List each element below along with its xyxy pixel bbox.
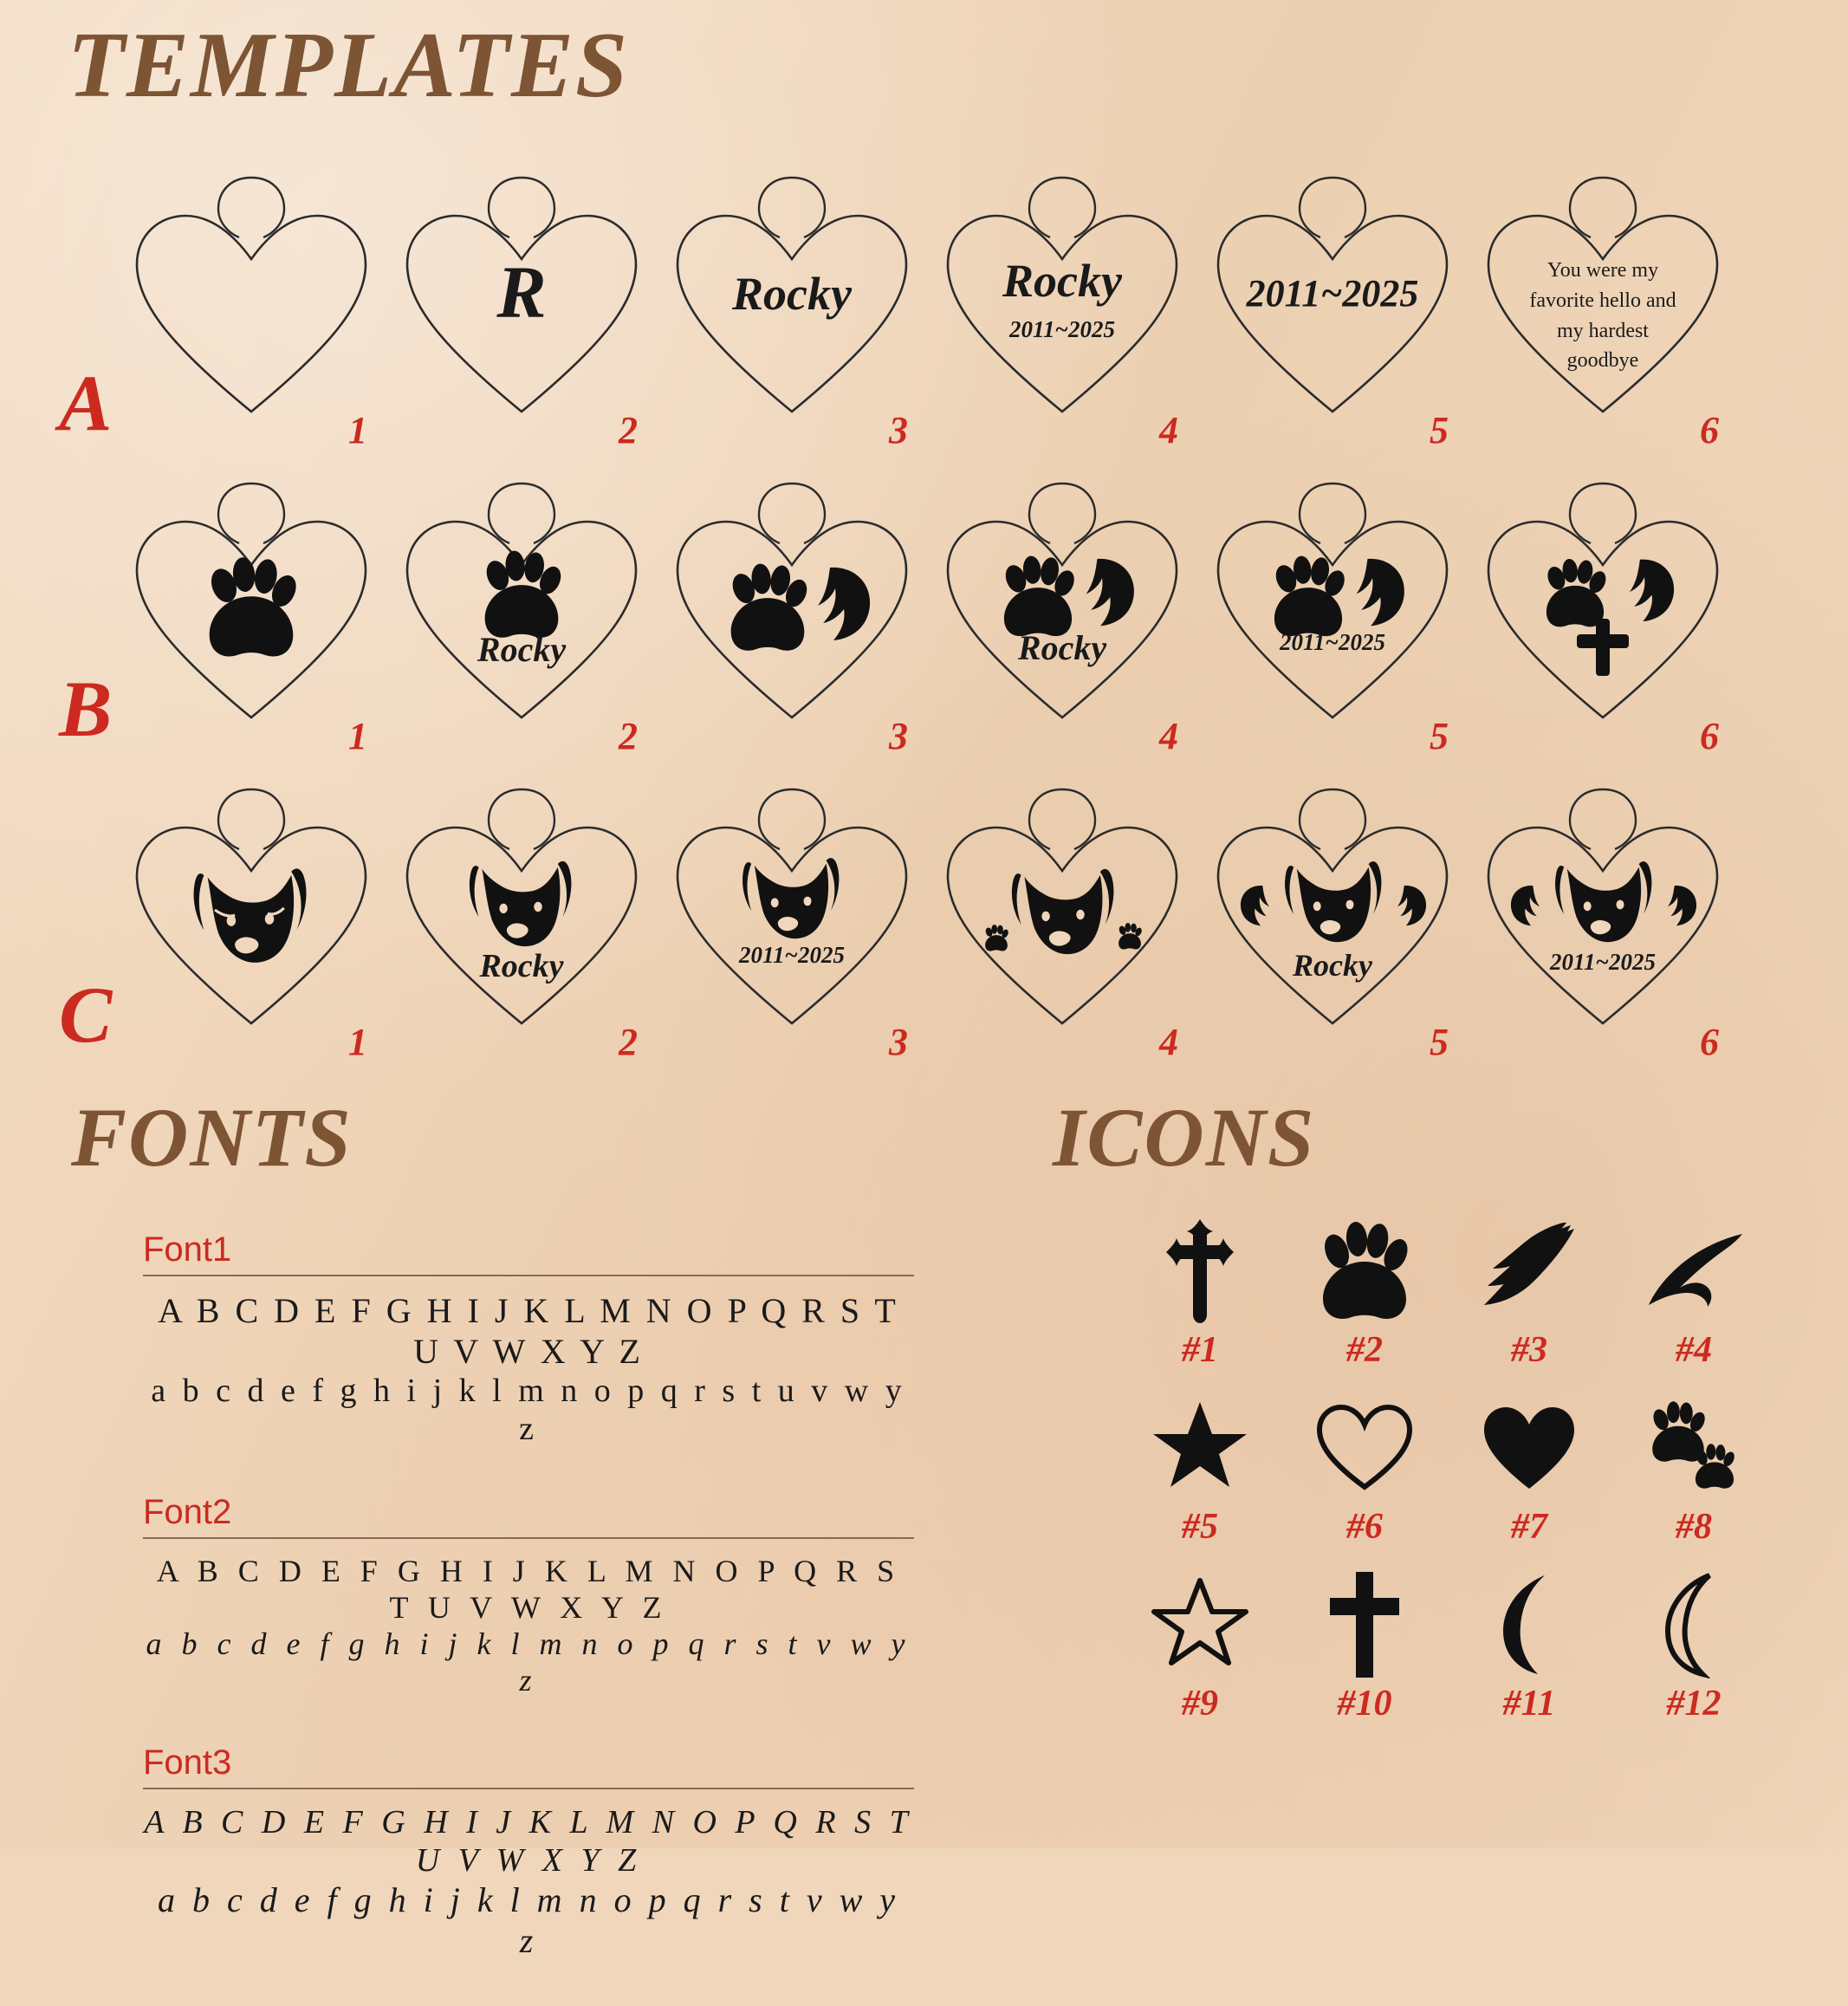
template-b1[interactable] [121,458,381,763]
heart-tag-with-paw-and-name [392,458,652,730]
icon-option-1[interactable] [1118,1213,1282,1378]
template-number: 3 [889,1021,908,1063]
template-number: 2 [619,1021,638,1063]
icon-number: #12 [1666,1684,1722,1724]
icon-number: #11 [1502,1684,1556,1724]
crescent-moon-outline-icon [1646,1567,1741,1681]
template-a1[interactable] [121,152,381,458]
font-uppercase-sample: A B C D E F G H I J K L M N O P Q R S T U V W X Y Z [156,1554,901,1625]
icon-number: #5 [1182,1507,1218,1547]
template-b4[interactable] [932,458,1192,763]
template-c6[interactable] [1473,763,1733,1069]
icon-option-5[interactable] [1118,1390,1282,1555]
heart-tag-portrait-paws [932,763,1192,1036]
tag-initial-text: R [496,250,547,334]
font-uppercase-sample: A B C D E F G H I J K L M N O P Q R S T U V W X Y Z [158,1291,899,1371]
template-number: 3 [889,409,908,451]
tag-dates-text: 2011~2025 [1009,316,1115,342]
icon-number: #3 [1511,1330,1547,1370]
icon-number: #6 [1346,1507,1383,1547]
templates-row-a [52,152,1793,458]
template-b6[interactable] [1473,458,1733,763]
paw-print-icon [1313,1213,1417,1328]
icon-number: #1 [1182,1330,1218,1370]
icon-option-10[interactable] [1282,1567,1447,1731]
template-a5[interactable] [1203,152,1462,458]
template-number: 1 [348,409,367,451]
font-entry-3[interactable] [143,1743,923,1961]
template-b5[interactable] [1203,458,1462,763]
heart-tag-outline [932,152,1192,425]
template-number: 1 [348,1021,367,1063]
heart-tag-portrait-wings-name [1203,763,1462,1036]
tag-dates-text: 2011~2025 [1280,629,1385,655]
row-letter-c: C [59,971,113,1059]
template-c2[interactable] [392,763,652,1069]
heart-tag-paw-wing-name [932,458,1192,730]
template-number: 3 [889,715,908,757]
tag-dates-text: 2011~2025 [1246,272,1419,315]
heart-filled-icon [1477,1390,1581,1504]
icon-option-11[interactable] [1447,1567,1611,1731]
font-entry-2[interactable] [143,1493,923,1698]
template-a3[interactable] [662,152,922,458]
template-c4[interactable] [932,763,1192,1069]
template-number: 5 [1430,1021,1449,1063]
font-label: Font1 [143,1230,232,1269]
template-number: 6 [1700,409,1719,451]
template-b2[interactable] [392,458,652,763]
template-number: 4 [1159,1021,1178,1063]
template-number: 5 [1430,409,1449,451]
icon-number: #4 [1676,1330,1712,1370]
tag-dates-text: 2011~2025 [739,942,845,968]
icon-option-12[interactable] [1611,1567,1776,1731]
heart-tag-outline [1473,152,1733,425]
icon-number: #9 [1182,1684,1218,1724]
heart-tag-outline [392,152,652,425]
tag-name-text: Rocky [1002,255,1122,307]
divider [143,1537,914,1539]
tag-name-text: Rocky [1017,628,1107,667]
heart-tag-portrait-name [392,763,652,1036]
template-a6[interactable] [1473,152,1733,458]
fonts-section-title: FONTS [71,1091,353,1184]
fonts-list [143,1230,923,2006]
icon-number: #7 [1511,1507,1547,1547]
template-a4[interactable] [932,152,1192,458]
template-c3[interactable] [662,763,922,1069]
icon-option-2[interactable] [1282,1213,1447,1378]
heart-tag-paw-wing-cross [1473,458,1733,730]
tag-quote-text: You were my favorite hello and my hardest goodbye [1529,259,1676,373]
tag-dates-text: 2011~2025 [1550,949,1656,975]
template-number: 2 [619,409,638,451]
templates-grid [52,152,1793,1070]
template-c1[interactable] [121,763,381,1069]
tag-name-text: Rocky [1293,948,1372,983]
font-lowercase-sample: a b c d e f g h i j k l m n o p q r s t u v w y z [151,1373,906,1447]
row-letter-a: A [59,359,113,447]
row-letter-b: B [59,665,113,753]
template-number: 5 [1430,715,1449,757]
divider [143,1788,914,1789]
crescent-moon-filled-icon [1482,1567,1577,1681]
cross-plain-icon [1321,1567,1408,1681]
tag-name-text: Rocky [732,268,852,320]
heart-tag-with-paw [121,458,381,730]
icon-option-9[interactable] [1118,1567,1282,1731]
icon-number: #8 [1676,1507,1712,1547]
heart-tag-paw-wing-dates [1203,458,1462,730]
icons-grid [1118,1213,1776,1731]
heart-tag-outline [121,152,381,425]
icon-option-3[interactable] [1447,1213,1611,1378]
icon-option-6[interactable] [1282,1390,1447,1555]
template-b3[interactable] [662,458,922,763]
heart-tag-outline [1203,152,1462,425]
template-number: 2 [619,715,638,757]
templates-row-b [52,458,1793,763]
template-c5[interactable] [1203,763,1462,1069]
two-paws-icon [1637,1390,1750,1504]
template-number: 1 [348,715,367,757]
icons-section-title: ICONS [1053,1091,1316,1184]
template-number: 6 [1700,1021,1719,1063]
icon-option-7[interactable] [1447,1390,1611,1555]
font-lowercase-sample: a b c d e f g h i j k l m n o p q r s t v w y z [157,1880,900,1960]
font-label: Font3 [143,1743,232,1782]
icon-option-4[interactable] [1611,1213,1776,1378]
font-uppercase-sample: A B C D E F G H I J K L M N O P Q R S T U V W X Y Z [144,1804,913,1879]
font-label: Font2 [143,1493,232,1531]
heart-tag-pet-portrait [121,763,381,1036]
star-filled-icon [1148,1390,1252,1504]
templates-section-title: TEMPLATES [68,14,630,117]
font-lowercase-sample: a b c d e f g h i j k l m n o p q r s t v w y z [146,1626,911,1698]
icon-number: #2 [1346,1330,1383,1370]
template-a2[interactable] [392,152,652,458]
templates-row-c [52,763,1793,1069]
font-entry-1[interactable] [143,1230,923,1448]
tag-name-text: Rocky [477,630,567,669]
simple-wing-icon [1637,1213,1750,1328]
icon-number: #10 [1337,1684,1392,1724]
template-number: 6 [1700,715,1719,757]
star-outline-icon [1148,1567,1252,1681]
heart-tag-portrait-wings-dates [1473,763,1733,1036]
template-number: 4 [1159,409,1178,451]
divider [143,1275,914,1276]
heart-outline-icon [1313,1390,1417,1504]
heart-tag-outline [662,152,922,425]
tag-name-text: Rocky [479,948,564,984]
icon-option-8[interactable] [1611,1390,1776,1555]
feathered-wing-icon [1473,1213,1585,1328]
heart-tag-portrait-dates [662,763,922,1036]
template-number: 4 [1159,715,1178,757]
cross-ornate-icon [1152,1213,1248,1328]
heart-tag-with-paw-and-wing [662,458,922,730]
